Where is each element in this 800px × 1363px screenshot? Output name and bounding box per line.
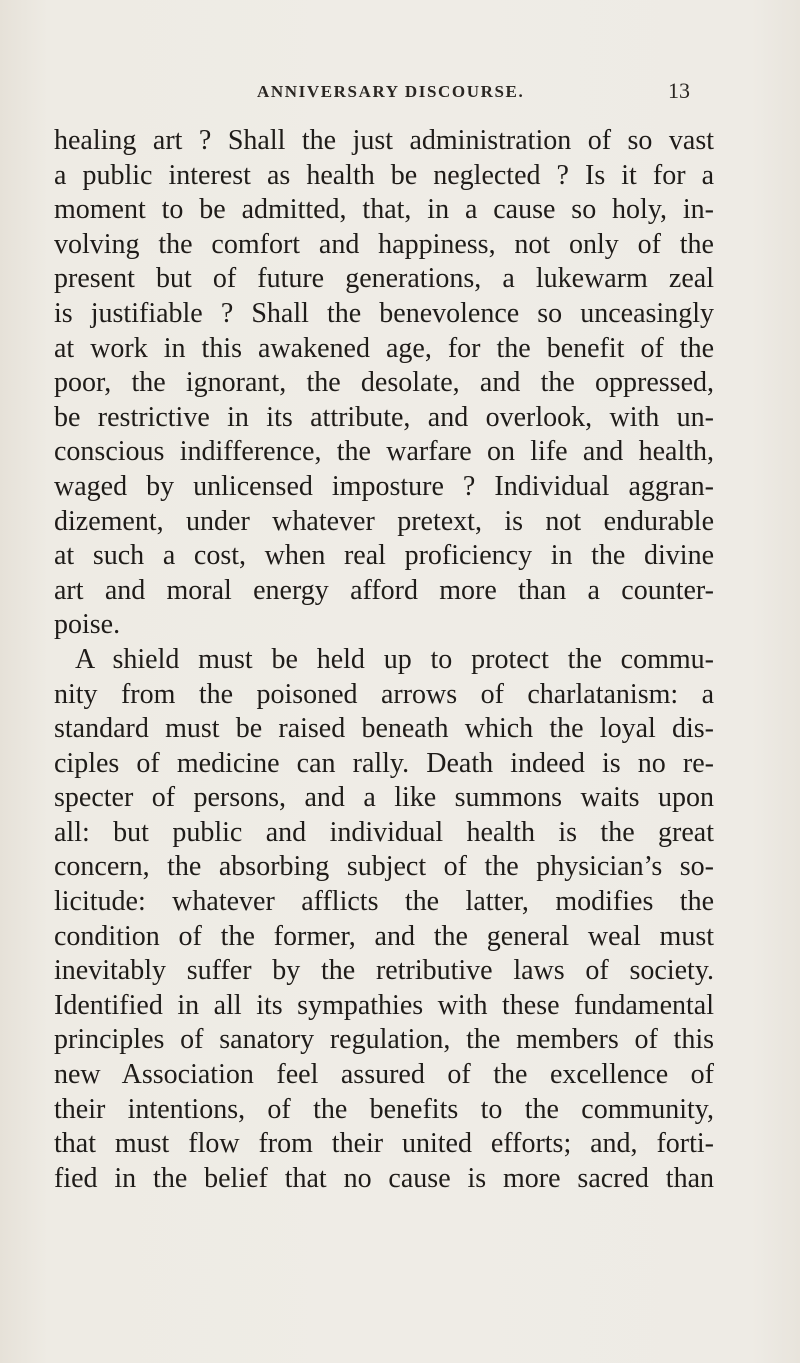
- text-line: art and moral energy afford more than a counter-: [54, 574, 714, 606]
- text-line: standard must be raised beneath which the loyal dis-: [54, 713, 714, 745]
- page-number: 13: [668, 78, 690, 103]
- text-line: all: but public and individual health is the great: [54, 816, 714, 848]
- text-line: is justifiable ? Shall the benevolence so unceasingly: [54, 297, 714, 329]
- text-line: their intentions, of the benefits to the community,: [54, 1093, 714, 1125]
- text-line: moment to be admitted, that, in a cause so holy, in-: [54, 194, 714, 226]
- text-line: dizement, under whatever pretext, is not endurable: [54, 505, 714, 537]
- text-line: nity from the poisoned arrows of charlatanism: a: [54, 678, 714, 710]
- text-line: fied in the belief that no cause is more sacred than: [54, 1162, 714, 1194]
- text-line: Identified in all its sympathies with these fundamental: [54, 989, 714, 1021]
- text-line: at work in this awakened age, for the benefit of the: [54, 332, 714, 364]
- text-line: present but of future generations, a lukewarm zeal: [54, 263, 714, 295]
- text-line: specter of persons, and a like summons waits upon: [54, 782, 714, 814]
- paragraph-end-line: poise.: [54, 609, 121, 641]
- text-line: new Association feel assured of the excellence of: [54, 1059, 714, 1091]
- text-line: waged by unlicensed imposture ? Individual aggran-: [54, 470, 714, 502]
- running-head: [0, 78, 800, 108]
- text-line: licitude: whatever afflicts the latter, modifies the: [54, 886, 714, 918]
- text-line: poor, the ignorant, the desolate, and the oppressed,: [54, 367, 714, 399]
- text-line: volving the comfort and happiness, not only of the: [54, 228, 714, 260]
- paragraph-first-line: A shield must be held up to protect the commu-: [75, 643, 714, 675]
- text-line: be restrictive in its attribute, and overlook, with un-: [54, 401, 714, 433]
- text-line: principles of sanatory regulation, the members of this: [54, 1024, 714, 1056]
- running-title: ANNIVERSARY DISCOURSE.: [257, 82, 525, 101]
- text-line: that must flow from their united efforts; and, forti-: [54, 1128, 714, 1160]
- text-line: condition of the former, and the general weal must: [54, 920, 714, 952]
- text-line: conscious indifference, the warfare on life and health,: [54, 436, 714, 468]
- text-line: healing art ? Shall the just administration of so vast: [54, 125, 714, 156]
- text-line: at such a cost, when real proficiency in the divine: [54, 540, 714, 572]
- text-line: concern, the absorbing subject of the physician’s so-: [54, 851, 714, 883]
- text-line: inevitably suffer by the retributive laws of society.: [54, 955, 714, 987]
- body-text: [54, 124, 714, 1196]
- text-line: ciples of medicine can rally. Death indeed is no re-: [54, 747, 714, 779]
- text-line: a public interest as health be neglected ? Is it for a: [54, 159, 714, 191]
